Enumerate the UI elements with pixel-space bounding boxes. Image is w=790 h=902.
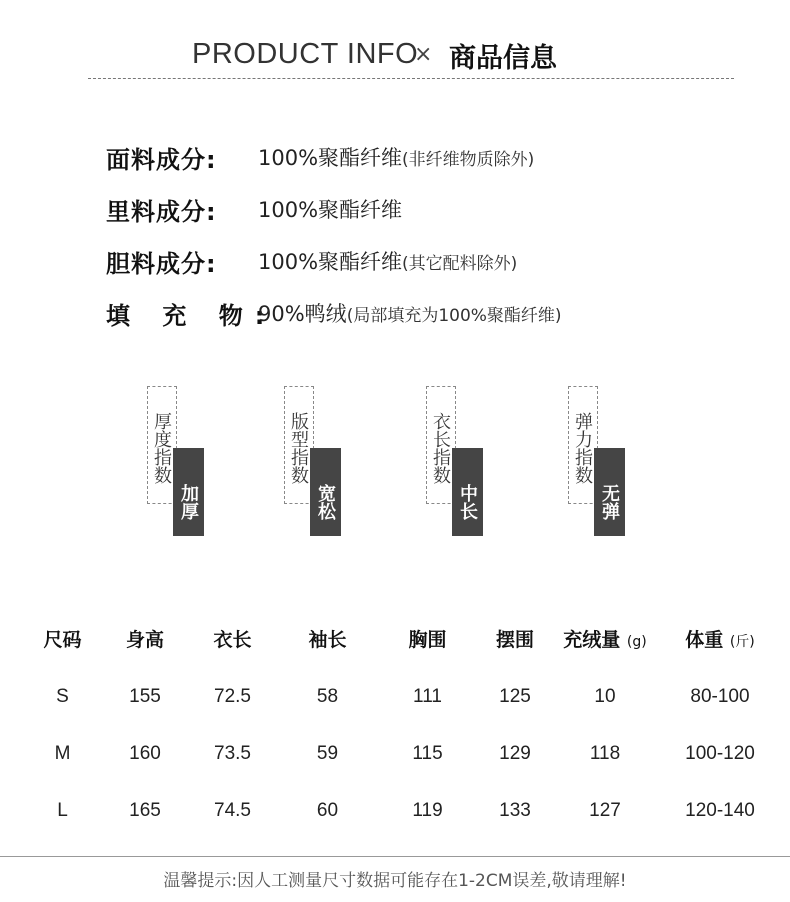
fabric-value-main: 100%聚酯纤维 xyxy=(258,198,403,222)
column-header xyxy=(280,608,375,668)
column-header xyxy=(480,608,550,668)
fabric-value-main: 100%聚酯纤维 xyxy=(258,146,403,170)
index-length xyxy=(426,386,526,546)
fabric-row-filling xyxy=(106,296,726,348)
table-cell: 127 xyxy=(589,799,621,821)
table-row xyxy=(20,668,780,725)
table-cell: S xyxy=(56,685,69,707)
table-cell: 58 xyxy=(316,685,339,707)
column-header-unit: (斤) xyxy=(729,633,755,650)
index-value-badge: 加厚 xyxy=(173,448,204,536)
table-cell: 72.5 xyxy=(214,685,251,707)
fabric-label: 里料成分: xyxy=(106,198,217,226)
column-header xyxy=(375,608,480,668)
table-cell: 119 xyxy=(412,799,443,821)
title-separator: × xyxy=(414,42,433,67)
column-header xyxy=(550,608,660,668)
column-header-text: 胸围 xyxy=(408,628,447,651)
fabric-label: 胆料成分: xyxy=(106,250,217,278)
column-header-text: 体重 xyxy=(685,628,724,651)
table-cell: 100-120 xyxy=(685,742,755,764)
table-cell: 118 xyxy=(589,742,621,764)
index-label: 版型指数 xyxy=(284,386,314,504)
table-cell: 74.5 xyxy=(214,799,251,821)
fabric-label: 填 充 物: xyxy=(106,302,277,330)
fabric-note: (非纤维物质除外) xyxy=(402,150,535,170)
table-cell: L xyxy=(57,799,68,821)
fabric-row-shell xyxy=(106,140,726,192)
column-header xyxy=(185,608,280,668)
table-row xyxy=(20,782,780,839)
table-cell: M xyxy=(54,742,71,764)
table-cell: 129 xyxy=(499,742,531,764)
table-cell: 133 xyxy=(499,799,531,821)
table-cell: 10 xyxy=(594,685,616,707)
index-elasticity xyxy=(568,386,668,546)
table-cell: 60 xyxy=(316,799,339,821)
index-label: 弹力指数 xyxy=(568,386,598,504)
column-header-text: 摆围 xyxy=(495,628,534,651)
table-cell: 80-100 xyxy=(690,685,750,707)
table-cell: 59 xyxy=(316,742,339,764)
index-label: 衣长指数 xyxy=(426,386,456,504)
fabric-info xyxy=(106,140,726,348)
size-table xyxy=(20,608,780,839)
table-row xyxy=(20,725,780,782)
index-value-badge: 宽松 xyxy=(310,448,341,536)
fabric-value xyxy=(258,298,562,328)
footer-divider xyxy=(0,856,790,857)
table-cell: 155 xyxy=(129,685,161,707)
title-zh: 商品信息 xyxy=(449,43,557,74)
column-header-text: 尺码 xyxy=(43,628,82,651)
fabric-note: (局部填充为100%聚酯纤维) xyxy=(346,306,562,326)
table-cell: 165 xyxy=(129,799,161,821)
title-en: PRODUCT INFO xyxy=(192,38,419,70)
column-header-text: 袖长 xyxy=(308,628,347,651)
index-label: 厚度指数 xyxy=(147,386,177,504)
column-header-text: 充绒量 xyxy=(563,628,621,651)
index-thickness xyxy=(147,386,247,546)
table-cell: 120-140 xyxy=(685,799,755,821)
column-header-unit: (g) xyxy=(626,633,647,650)
header-divider xyxy=(88,78,734,79)
column-header xyxy=(660,608,780,668)
table-cell: 125 xyxy=(499,685,531,707)
column-header xyxy=(20,608,105,668)
size-table-header xyxy=(20,608,780,668)
index-value-badge: 无弹 xyxy=(594,448,625,536)
fabric-row-lining xyxy=(106,192,726,244)
fabric-value-main: 90%鸭绒 xyxy=(258,302,347,326)
index-fit xyxy=(284,386,384,546)
table-cell: 115 xyxy=(412,742,443,764)
table-cell: 160 xyxy=(129,742,161,764)
fabric-label: 面料成分: xyxy=(106,146,217,174)
fabric-value xyxy=(258,194,402,224)
fabric-value xyxy=(258,246,517,276)
table-cell: 73.5 xyxy=(214,742,251,764)
table-cell: 111 xyxy=(413,685,442,707)
fabric-note: (其它配料除外) xyxy=(402,254,518,274)
column-header xyxy=(105,608,185,668)
header xyxy=(0,30,790,80)
column-header-text: 衣长 xyxy=(213,628,252,651)
fabric-row-liner xyxy=(106,244,726,296)
footer-note: 温馨提示:因人工测量尺寸数据可能存在1-2CM误差,敬请理解! xyxy=(163,871,627,891)
column-header-text: 身高 xyxy=(125,628,164,651)
fabric-value xyxy=(258,142,534,172)
index-value-badge: 中长 xyxy=(452,448,483,536)
fabric-value-main: 100%聚酯纤维 xyxy=(258,250,403,274)
